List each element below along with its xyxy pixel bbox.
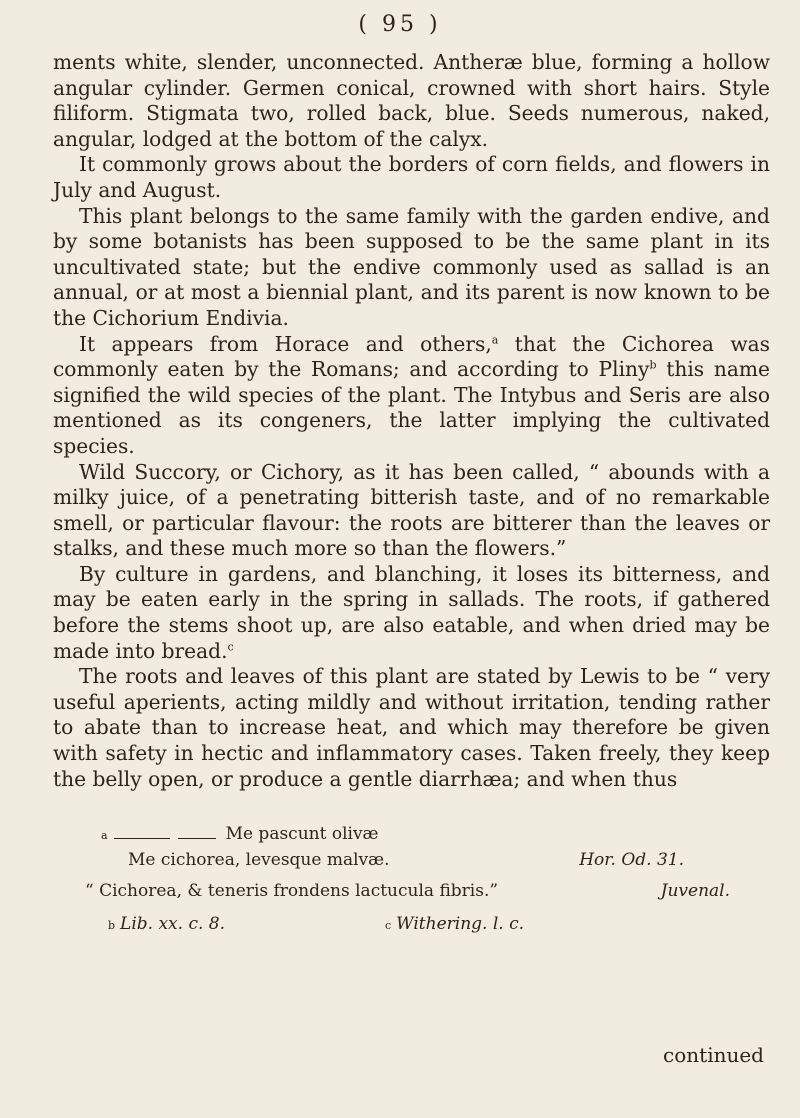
paragraph-habitat: It commonly grows about the borders of corn fields, and flowers in July and August. — [53, 152, 770, 202]
footnote-b-text: Lib. xx. c. 8. — [120, 914, 225, 934]
footnote-a-quote-1: Me pascunt olivæ — [225, 824, 379, 844]
footnote-ref-b: b — [649, 358, 657, 372]
text-segment: this name signified the wild species of the plant. The Intybus and Seris are also mentioned as its congeners, the latter implying the cultivated species. — [53, 357, 770, 458]
paragraph-properties: Wild Succory, or Cichory, as it has been called, “ abounds with a milky juice, of a penetrating bitterish taste, and of no remarkable smell, or particular flavour: the roots are bitterer than the leaves or stalks, and these much more so than the flowers.” — [53, 459, 770, 561]
text-segment: By culture in gardens, and blanching, it loses its bitterness, and may be eaten early in the spring in sallads. The roots, if gathered before the stems shoot up, are also eatable, and when dried may be made into bread. — [53, 561, 770, 663]
paragraph-culture — [53, 562, 770, 664]
footnote-a-source-2: Juvenal. — [660, 881, 730, 901]
catchword: continued — [663, 1043, 764, 1067]
footnote-a-quote-2: Me cichorea, levesque malvæ. — [128, 850, 390, 870]
text-segment: that the Cichorea was commonly eaten by the Romans; and according to Pliny — [53, 331, 770, 382]
footnotes — [53, 821, 770, 937]
paragraph-family: This plant belongs to the same family with the garden endive, and by some botanists has been supposed to be the same plant in its uncultivated state; but the endive commonly used as sallad is an annual, or at most a biennial plant, and its parent is now known to be the Cichorium Endivia. — [53, 203, 770, 330]
paragraph-description: ments white, slender, unconnected. Antheræ blue, forming a hollow angular cylinder. Germen conical, crowned with short hairs. Style filiform. Stigmata two, rolled back, blue. Seeds numerous, naked, angular, lodged at the bottom of the calyx. — [53, 50, 770, 151]
paragraph-medical: The roots and leaves of this plant are stated by Lewis to be “ very useful aperients, acting mildly and without irritation, tending rather to abate than to increase heat, and which may therefore be given with safety in hectic and inflammatory cases. Taken freely, they keep the belly open, or produce a gentle diarrhæa; and when thus — [53, 664, 770, 791]
dash-rule — [178, 838, 216, 839]
text-segment: It appears from Horace and others, — [79, 331, 492, 356]
footnote-a-line1: a Me pascunt olivæ — [53, 821, 770, 847]
footnote-bc-line: b Lib. xx. c. 8. c Withering. l. c. — [53, 911, 770, 937]
footnote-a-line2 — [53, 847, 770, 873]
footnote-a-source: Hor. Od. 31. — [579, 850, 684, 870]
footnote-ref-a: a — [491, 332, 499, 346]
footnote-ref-c: c — [227, 639, 234, 653]
body-text — [53, 50, 770, 792]
footnote-a-quote-3: “ Cichorea, & teneris frondens lactucula fibris.” — [85, 881, 499, 901]
footnote-a-line3 — [53, 878, 770, 904]
paragraph-history — [53, 332, 770, 460]
footnote-c-text: Withering. l. c. — [396, 914, 524, 934]
dash-rule — [114, 838, 170, 839]
page-number: ( 95 ) — [358, 12, 442, 37]
